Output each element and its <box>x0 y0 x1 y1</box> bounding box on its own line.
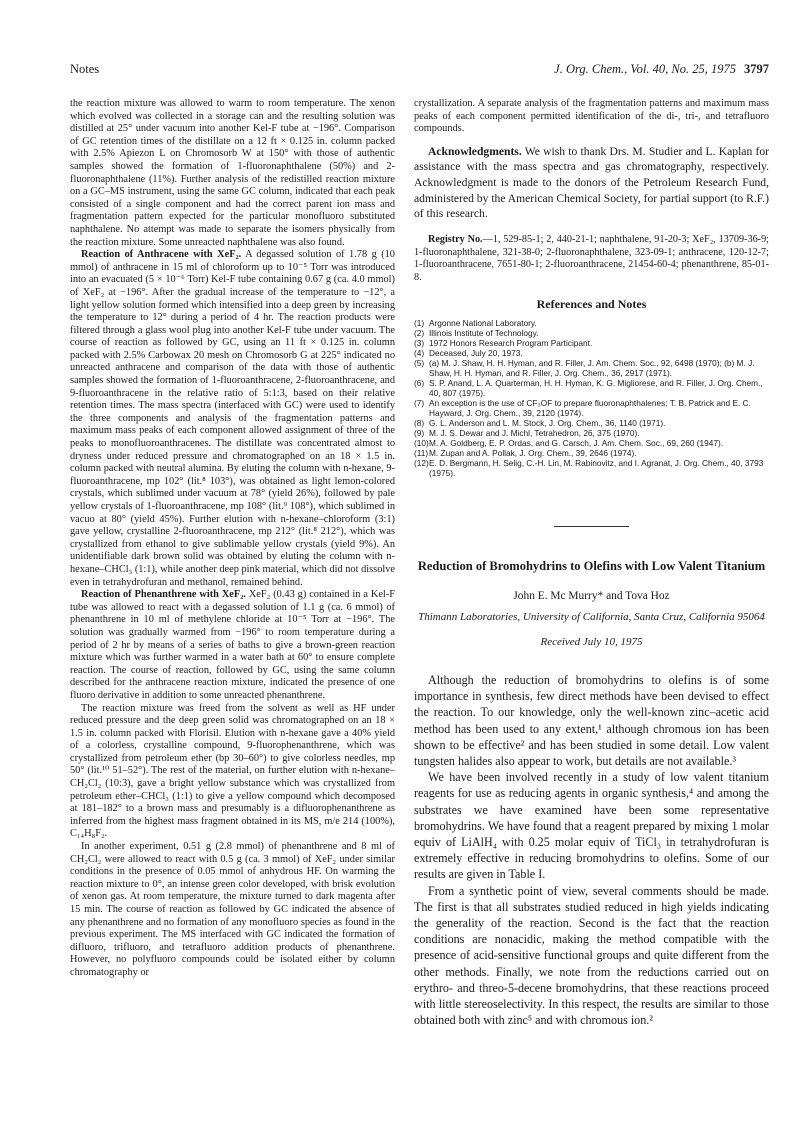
paragraph-phenanthrene <box>70 589 395 702</box>
paragraph-crystallization: crystallization. A separate analysis of the fragmentation patterns and maximum mass peaks of each component permitted identification of the di-, tri-, and tetrafluoro compounds. <box>414 98 769 135</box>
paragraph-chromatography: The reaction mixture was freed from the solvent as well as HF under reduced pressure and the deep green solid was chromatographed on an 18 × 1.5 in. column packed with Florisil. Elution with n-hexane gave a 40% yield of a colorless, crystalline compound, 9-fluorophenanthrene, which was crystallized from petroleum ether (bp 30–60°) to give colorless needles, mp 50° (lit.¹⁰ 51–52°). The rest of the material, on further elution with n-hexane–CH₂Cl₂ (10:3), gave a bright yellow substance which was crystallized from petroleum ether–CHCl₃ (1:1) to give a yellow compound which decomposed at 181–182° to a brown mass and presumably is a difluorophenanthrene as inferred from the highest mass fragment obtained in its MS, m/e 214 (100%), C₁₄H₈F₂. <box>70 702 395 840</box>
registry-heading: Registry No. <box>428 233 483 245</box>
running-header <box>554 62 769 77</box>
subheading-anthracene: Reaction of Anthracene with XeF₂. <box>81 249 242 261</box>
reference-number: (6) <box>414 377 425 388</box>
left-column <box>70 98 395 980</box>
article-paragraph-2: We have been involved recently in a study of low valent titanium reagents for use as reducing agents in organic synthesis,⁴ and among the substrates we have examined have been some representative bromohydrins. We have found that a reagent prepared by mixing 1 molar equiv of LiAlH₄ with 0.25 molar equiv of TiCl₃ in tetrahydrofuran is extremely effective in reducing bromohydrins to olefins. Some of our results are given in Table I. <box>414 770 769 882</box>
reference-item <box>414 448 769 458</box>
article-affiliation: Thimann Laboratories, University of California, Santa Cruz, California 95064 <box>418 610 765 623</box>
article-authors: John E. Mc Murry* and Tova Hoz <box>513 589 670 602</box>
article-paragraph-1: Although the reduction of bromohydrins to olefins is of some importance in synthesis, few direct methods have been devised to effect the reaction. To our knowledge, only the well-known zinc–acetic acid method has been used to any extent,¹ although chromous ion has been shown to be effective² and has been studied in some detail. Low valent tungsten halides also appear to work, but details are not available.³ <box>414 672 769 768</box>
phenanthrene-text: XeF₂ (0.43 g) contained in a Kel-F tube was allowed to react with a degassed solution of 1.1 g (ca. 6 mmol) of phenanthrene in 10 ml of methylene chloride at 10⁻⁵ Torr at −196°. The solution was gradually warmed from −196° to room temperature during a period of 2 hr by means of a series of baths to give a brown-green reaction mixture which was further warmed in a water bath at 60° to ensure complete reaction. The course of reaction, followed by GC, using the same column described for the anthracene reaction mixture, indicated the presence of one fluoro derivative in addition to some unreacted phenanthrene. <box>70 589 395 701</box>
reference-item <box>414 438 769 448</box>
page-number: 3797 <box>744 62 769 76</box>
reference-text: 1972 Honors Research Program Participant. <box>429 337 593 348</box>
acknowledgments-heading: Acknowledgments. <box>428 144 522 158</box>
reference-number: (12) <box>414 457 429 468</box>
reference-text: M. Zupan and A. Pollak, J. Org. Chem., 39, 2646 (1974). <box>429 447 637 458</box>
journal-citation: J. Org. Chem., Vol. 40, No. 25, 1975 <box>554 62 736 76</box>
reference-item <box>414 458 769 478</box>
paragraph-naphthalene-results: the reaction mixture was allowed to warm to room temperature. The xenon which evolved was collected in a storage can and the resulting solution was distilled at 25° under vacuum into another Kel-F tube at −196°. Comparison of GC retention times of the distillate on a 12 ft × 0.125 in. column packed with 2.5% Apiezon L on Chromosorb W at 150° with those of authentic samples showed the formation of 1-fluoronaphthalene (50%) and 2-fluoronaphthalene (11%). Further analysis of the redistilled reaction mixture on a GC–MS instrument, using the same GC column, indicated that each peak consisted of a single component and had the correct parent ion mass and fragmentation pattern expected for the particular monofluoro substituted naphthalene. No attempt was made to separate the isomers physically from the reaction mixture. Some unreacted naphthalene was also found. <box>70 98 395 248</box>
article-body <box>414 672 769 1028</box>
acknowledgments-text: We wish to thank Drs. M. Studier and L. Kaplan for assistance with the mass spectra and gas chromatography, respectively. Acknowledgment is made to the donors of the Petroleum Research Fund, administered by the American Chemical Society, for partial support (to R.F.) of this research. <box>414 144 769 221</box>
reference-item <box>414 378 769 398</box>
subheading-phenanthrene: Reaction of Phenanthrene with XeF₂. <box>81 589 246 601</box>
section-header: Notes <box>70 62 100 76</box>
paragraph-second-experiment: In another experiment, 0.51 g (2.8 mmol) of phenanthrene and 8 ml of CH₂Cl₂ were allowed to react with 0.5 g (ca. 3 mmol) of XeF₂ under similar conditions in the presence of 0.05 mmol of anhydrous HF. On warming the reaction mixture to 0°, an intense green color developed, with brisk evolution of xenon gas. At room temperature, the mixture turned to dark magenta after 15 min. The course of reaction as followed by GC indicated the absence of any phenanthrene and no formation of any monofluoro species as found in the previous experiment. The MS interfaced with GC indicated the formation of difluoro, trifluoro, and tetrafluoro addition products of phenanthrene. However, no polyfluoro compounds could be isolated either by column chromatography or <box>70 841 395 978</box>
reference-item <box>414 358 769 378</box>
references-list <box>414 318 769 478</box>
reference-item <box>414 418 769 428</box>
reference-item <box>414 348 769 358</box>
reference-item <box>414 338 769 348</box>
reference-number: (11) <box>414 447 429 458</box>
reference-item <box>414 318 769 328</box>
reference-number: (1) <box>414 317 425 328</box>
reference-text: Deceased, July 20, 1973. <box>429 347 523 358</box>
reference-item <box>414 328 769 338</box>
reference-text: Illinois Institute of Technology. <box>429 327 539 338</box>
reference-item <box>414 398 769 418</box>
reference-text: M. A. Goldberg, E. P. Ordas, and G. Carsch, J. Am. Chem. Soc., 69, 260 (1947). <box>429 437 724 448</box>
reference-text: An exception is the use of CF₃OF to prepare fluoronaphthalenes: T. B. Patrick and E. C. Hayward, J. Org. Chem., 39, 2120 (1974). <box>429 397 751 418</box>
reference-text: M. J. S. Dewar and J. Michl, Tetrahedron, 26, 375 (1970). <box>429 427 640 438</box>
article-paragraph-3: From a synthetic point of view, several comments should be made. The first is that all substrates studied reduced in high yields indicating the generality of the reaction. Second is the fact that the reaction conditions are nonacidic, making the method compatible with the presence of acid-sensitive functional groups and quite different from the other methods. Finally, we note from the reductions carried out on erythro- and threo-5-decene bromohydrins, that these reactions proceed with little stereoselectivity. In this respect, the results are similar to those obtained both with zinc⁵ and with chromous ion.² <box>414 883 769 1028</box>
reference-number: (4) <box>414 347 425 358</box>
registry-numbers <box>414 234 769 285</box>
reference-number: (10) <box>414 437 429 448</box>
article-title: Reduction of Bromohydrins to Olefins with Low Valent Titanium <box>417 558 766 573</box>
reference-text: G. L. Anderson and L. M. Stock, J. Org. Chem., 36, 1140 (1971). <box>429 417 666 428</box>
article-received-date: Received July 10, 1975 <box>540 635 643 648</box>
right-column <box>414 98 769 1028</box>
references-heading: References and Notes <box>536 296 647 311</box>
reference-number: (7) <box>414 397 425 408</box>
reference-number: (5) <box>414 357 425 368</box>
reference-number: (2) <box>414 327 425 338</box>
anthracene-text: A degassed solution of 1.78 g (10 mmol) of anthracene in 15 ml of chloroform up to 10⁻⁵ Torr was introduced into an evacuated (5 × 10⁻⁶ Torr) Kel-F tube containing 0.67 g (ca. 4.0 mmol) of XeF₂ at −196°. After the gradual increase of the temperature to −12°, a light yellow solution formed which intensified into a deep green by increasing the temperature to 12° during a period of 4 hr. The reaction products were filtered through a glass wool plug into another Kel-F tube under vacuum. The course of reaction as followed by GC, using an 11 ft × 0.125 in. column packed with 2.5% Carbowax 20 mesh on Chromosorb G at 225° indicated no unreacted anthracene and comparison of the data with those of authentic samples showed the formation of 1-fluoroanthracene, 2-fluoroanthracene, and 9-fluoroanthracene in the relative ratio of 5:1:3, based on their relative retention times. The mass spectra (interfaced with GC) were used to identify the three components and analysis of the fragmentation patterns and maximum mass peaks of each component allowed assignment of three of the peaks to monofluoroanthracenes. The distillate was concentrated almost to dryness under reduced pressure and chromatographed on an 18 × 1.5 in. column packed with neutral alumina. By eluting the column with n-hexane, 9-fluoroanthracene, mp 102° (lit.⁸ 103°), was obtained as light lemon-colored crystals, which sublimed under vacuum at 78° (yield 26%), followed by pale yellow crystals of 1-fluoroanthracene, mp 108° (lit.⁹ 108°), which sublimed in vacuo at 80° (yield 45%). Further elution with n-hexane–chloroform (3:1) gave yellow, crystalline 2-fluoroanthracene, mp 212° (lit.⁸ 212°), which was crystallized from ethanol to give sublimable yellow crystals (yield 9%). An unidentifiable dark brown solid was obtained by eluting the column with n-hexane–CHCl₃ (1:1), while another deep pink material, which did not dissolve even in tetrahydrofuran and methanol, remained behind. <box>70 249 395 588</box>
reference-item <box>414 428 769 438</box>
acknowledgments <box>414 144 769 222</box>
reference-number: (3) <box>414 337 425 348</box>
reference-number: (9) <box>414 427 425 438</box>
reference-text: (a) M. J. Shaw, H. H. Hyman, and R. Filler, J. Am. Chem. Soc., 92, 6498 (1970); (b) M. J. Shaw, H. H. Hyman, and R. Filler, J. Org. Chem., 36, 2917 (1971). <box>429 357 755 378</box>
registry-text: —1, 529-85-1; 2, 440-21-1; naphthalene, 91-20-3; XeF₂, 13709-36-9; 1-fluoronaphthalene, 321-38-0; 2-fluoronaphthalene, 323-09-1; anthracene, 120-12-7; 1-fluoroanthracene, 7651-80-1; 2-fluoroanthracene, 21454-60-4; phenanthrene, 85-01-8. <box>414 233 769 284</box>
reference-text: Argonne National Laboratory. <box>429 317 537 328</box>
reference-number: (8) <box>414 417 425 428</box>
reference-text: E. D. Bergmann, H. Selig, C.-H. Lin, M. Rabinovitz, and I. Agranat, J. Org. Chem., 40, 3793 (1975). <box>429 457 764 478</box>
reference-text: S. P. Anand, L. A. Quarterman, H. H. Hyman, K. G. Migliorese, and R. Filler, J. Org. Chem., 40, 807 (1975). <box>429 377 763 398</box>
section-divider <box>554 526 629 527</box>
paragraph-anthracene <box>70 249 395 589</box>
